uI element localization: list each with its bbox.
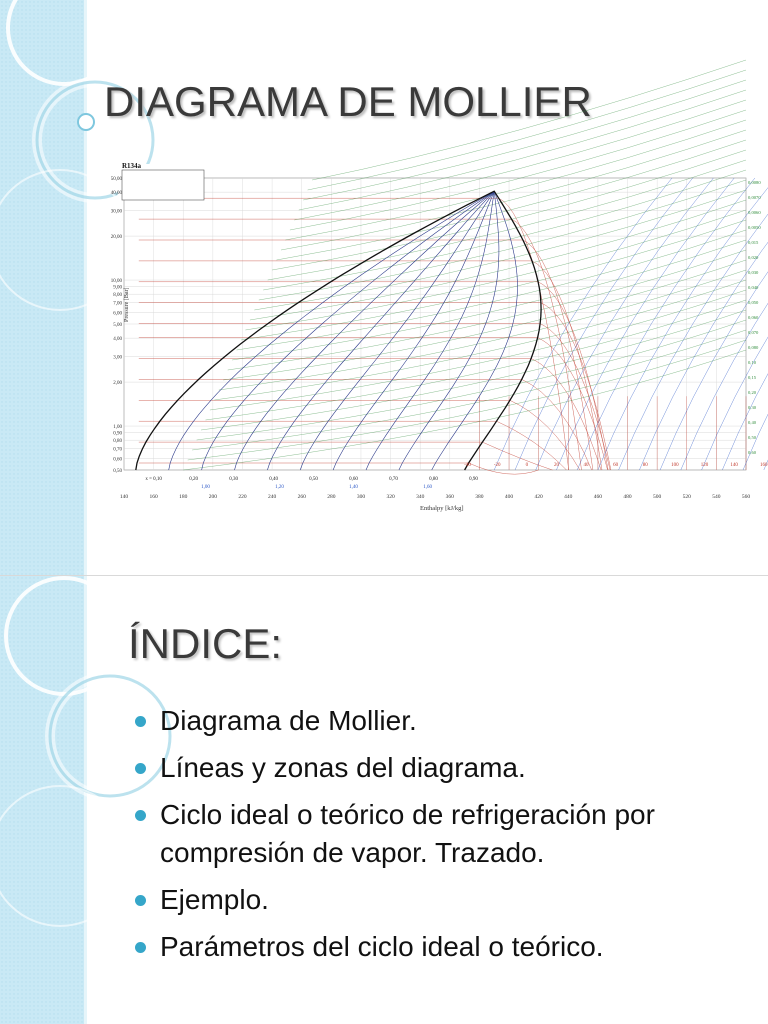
x-tick-label: 540	[712, 494, 721, 500]
quality-label: 0,50	[309, 477, 318, 482]
slide-title: ÍNDICE:	[128, 620, 283, 667]
y-axis-label: Pressure [Bar]	[124, 287, 130, 322]
x-tick-label: 180	[179, 494, 188, 500]
x-tick-label: 300	[356, 494, 366, 500]
right-edge-label: 0,080	[748, 345, 759, 350]
x-tick-label: 480	[623, 494, 632, 500]
x-tick-label: 360	[445, 494, 454, 500]
y-tick-label: 8,00	[113, 293, 122, 299]
right-edge-label: 0,15	[748, 375, 757, 380]
temperature-label: 160	[760, 463, 768, 468]
x-tick-label: 140	[119, 494, 129, 500]
side-band	[0, 576, 84, 1024]
y-tick-label: 9,00	[113, 285, 122, 291]
temperature-label: 140	[730, 463, 738, 468]
right-edge-label: 0,0080	[748, 180, 761, 185]
right-edge-label: 0,015	[748, 240, 759, 245]
deco-dot	[78, 114, 94, 130]
right-edge-label: 0,30	[748, 405, 757, 410]
y-tick-label: 0,60	[113, 457, 122, 463]
x-tick-label: 320	[386, 494, 395, 500]
density-label: 1,60	[423, 485, 432, 490]
right-edge-label: 0,050	[748, 300, 759, 305]
quality-label: 0,80	[429, 477, 438, 482]
right-edge-label: 0,50	[748, 435, 757, 440]
y-tick-label: 10,00	[110, 279, 122, 285]
temperature-label: 80	[642, 463, 648, 468]
quality-label: 0,90	[469, 477, 478, 482]
right-edge-label: 0,40	[748, 420, 757, 425]
quality-label: 0,30	[229, 477, 238, 482]
y-tick-label: 6,00	[113, 311, 122, 317]
x-tick-label: 280	[327, 494, 336, 500]
index-item	[132, 749, 732, 787]
index-list	[132, 702, 732, 975]
density-label: 1,40	[349, 485, 358, 490]
y-tick-label: 0,90	[113, 431, 122, 437]
x-tick-label: 200	[208, 494, 217, 500]
index-item-text: Ciclo ideal o teórico de refrigeración por compresión de vapor. Trazado.	[160, 799, 655, 868]
temperature-label: 40	[583, 463, 589, 468]
right-edge-label: 0,040	[748, 285, 759, 290]
y-tick-label: 0,80	[113, 439, 122, 445]
temperature-label: 0	[525, 463, 529, 468]
bullet-icon	[135, 763, 146, 774]
temperature-label: 20	[553, 463, 559, 468]
right-edge-label: 0,060	[748, 315, 759, 320]
right-edge-label: 0,020	[748, 255, 759, 260]
mollier-diagram	[110, 162, 768, 516]
quality-label: 0,40	[269, 477, 278, 482]
x-tick-label: 220	[238, 494, 247, 500]
quality-label: x = 0,10	[145, 477, 162, 482]
x-tick-label: 260	[297, 494, 306, 500]
index-item-text: Líneas y zonas del diagrama.	[160, 752, 526, 783]
x-tick-label: 500	[653, 494, 662, 500]
x-tick-label: 420	[534, 494, 543, 500]
x-tick-label: 520	[682, 494, 691, 500]
y-tick-label: 3,00	[113, 355, 122, 361]
y-tick-label: 7,00	[113, 301, 122, 307]
right-edge-label: 0,0060	[748, 210, 761, 215]
y-tick-label: 40,00	[110, 191, 122, 197]
x-tick-label: 560	[741, 494, 751, 500]
index-item-text: Ejemplo.	[160, 884, 269, 915]
right-edge-label: 0,030	[748, 270, 759, 275]
y-tick-label: 2,00	[113, 381, 122, 387]
density-label: 1,20	[275, 485, 284, 490]
temperature-label: -40	[464, 463, 471, 468]
bullet-icon	[135, 810, 146, 821]
x-tick-label: 380	[475, 494, 484, 500]
density-label: 1,00	[201, 485, 210, 490]
temperature-label: 120	[700, 463, 709, 468]
slide-title: DIAGRAMA DE MOLLIER	[104, 78, 592, 125]
y-tick-label: 0,70	[113, 447, 122, 453]
x-tick-label: 460	[593, 494, 603, 500]
right-edge-label: 0,10	[748, 360, 757, 365]
y-tick-label: 30,00	[110, 209, 122, 215]
y-tick-label: 0,50	[113, 469, 122, 474]
index-item-text: Diagrama de Mollier.	[160, 705, 417, 736]
temperature-label: 100	[671, 463, 679, 468]
y-tick-label: 20,00	[110, 235, 122, 241]
temperature-label: 60	[613, 463, 619, 468]
bullet-icon	[135, 716, 146, 727]
quality-label: 0,20	[189, 477, 198, 482]
x-tick-label: 240	[267, 494, 277, 500]
right-edge-label: 0,20	[748, 390, 757, 395]
x-tick-label: 160	[149, 494, 158, 500]
index-item	[132, 928, 732, 966]
slide-indice	[0, 576, 768, 1024]
bullet-icon	[135, 895, 146, 906]
y-tick-label: 1,00	[113, 425, 122, 431]
x-tick-label: 440	[564, 494, 573, 500]
quality-label: 0,70	[389, 477, 398, 482]
bullet-icon	[135, 942, 146, 953]
right-edge-label: 0,0070	[748, 195, 761, 200]
index-item-text: Parámetros del ciclo ideal o teórico.	[160, 931, 604, 962]
y-tick-label: 4,00	[113, 337, 122, 343]
right-edge-label: 0,60	[748, 450, 757, 455]
y-tick-label: 50,00	[110, 177, 122, 182]
index-item	[132, 702, 732, 740]
quality-label: 0,60	[349, 477, 358, 482]
right-edge-label: 0,070	[748, 330, 759, 335]
x-tick-label: 340	[416, 494, 425, 500]
x-axis-label: Enthalpy [kJ/kg]	[420, 505, 464, 512]
y-tick-label: 5,00	[113, 323, 122, 328]
right-edge-label: 0,0050	[748, 225, 761, 230]
temperature-label: -20	[493, 463, 501, 468]
refrigerant-label: R134a	[122, 162, 142, 170]
legend-box	[122, 170, 204, 200]
x-tick-label: 400	[504, 494, 514, 500]
index-item	[132, 796, 732, 872]
index-item	[132, 881, 732, 919]
